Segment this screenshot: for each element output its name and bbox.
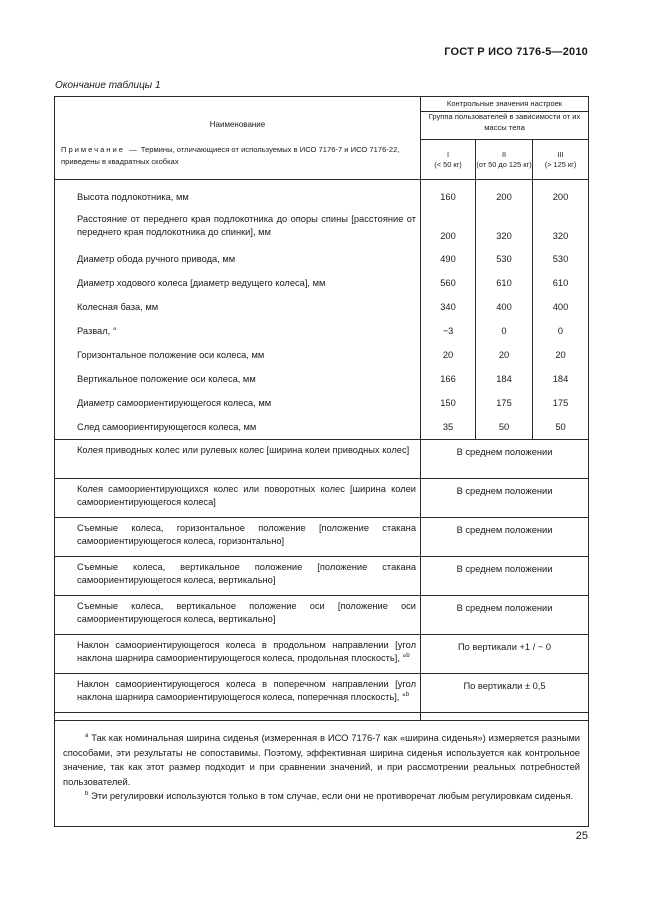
row-name: Диаметр ходового колеса [диаметр ведущего колеса], мм xyxy=(55,271,421,295)
span-value: В среднем положении xyxy=(421,440,589,479)
row-name xyxy=(55,635,421,674)
value-group-iii: 320 xyxy=(533,209,589,247)
value-group-i: 20 xyxy=(421,343,476,367)
row-name: Колея самоориентирующихся колес или поворотных колес [ширина колеи самоориентирующегося колеса] xyxy=(55,479,421,518)
group-iii-range: (> 125 кг) xyxy=(544,159,577,169)
footnote-a-mark: a xyxy=(85,732,89,739)
value-group-i: 160 xyxy=(421,185,476,209)
row-name: Горизонтальное положение оси колеса, мм xyxy=(55,343,421,367)
value-group-iii: 0 xyxy=(533,319,589,343)
footnote-b-mark: b xyxy=(85,791,89,798)
value-group-ii: 200 xyxy=(476,185,533,209)
note-label: Примечание — xyxy=(61,145,139,154)
row-name: След самоориентирующегося колеса, мм xyxy=(55,415,421,440)
value-group-ii: 175 xyxy=(476,391,533,415)
table-row xyxy=(55,319,589,343)
footnotes xyxy=(55,721,589,827)
value-group-ii: 0 xyxy=(476,319,533,343)
settings-table xyxy=(54,96,589,827)
table-row xyxy=(55,415,589,440)
table-row xyxy=(55,209,589,247)
table-row xyxy=(55,391,589,415)
footnote-marker-b: b xyxy=(406,653,410,660)
span-value: В среднем положении xyxy=(421,518,589,557)
row-name: Диаметр обода ручного привода, мм xyxy=(55,247,421,271)
value-group-i: 490 xyxy=(421,247,476,271)
value-group-iii: 530 xyxy=(533,247,589,271)
value-group-iii: 200 xyxy=(533,185,589,209)
footnote-b xyxy=(63,789,580,804)
span-value: По вертикали ± 0,5 xyxy=(421,674,589,713)
row-name xyxy=(55,674,421,713)
group-ii-range: (от 50 до 125 кг) xyxy=(476,159,532,169)
control-values-header: Контрольные значения настроек xyxy=(421,97,589,112)
row-name: Высота подлокотника, мм xyxy=(55,185,421,209)
value-group-ii: 20 xyxy=(476,343,533,367)
row-name: Колея приводных колес или рулевых колес [ширина колеи приводных колес] xyxy=(55,440,421,479)
group-i-header xyxy=(421,140,476,180)
value-group-iii: 175 xyxy=(533,391,589,415)
value-group-i: 200 xyxy=(421,209,476,247)
span-value: В среднем положении xyxy=(421,596,589,635)
group-ii-header xyxy=(476,140,533,180)
value-group-ii: 530 xyxy=(476,247,533,271)
table-row xyxy=(55,271,589,295)
row-name: Колесная база, мм xyxy=(55,295,421,319)
table-row xyxy=(55,674,589,713)
value-group-i: 560 xyxy=(421,271,476,295)
document-header: ГОСТ Р ИСО 7176-5—2010 xyxy=(444,46,588,58)
group-i-roman: I xyxy=(446,149,450,159)
table-row xyxy=(55,440,589,479)
value-group-iii: 184 xyxy=(533,367,589,391)
group-header: Группа пользователей в зависимости от их массы тела xyxy=(421,112,589,140)
value-group-ii: 610 xyxy=(476,271,533,295)
value-group-i: 35 xyxy=(421,415,476,440)
row-name: Вертикальное положение оси колеса, мм xyxy=(55,367,421,391)
value-group-ii: 50 xyxy=(476,415,533,440)
row-name: Развал, ° xyxy=(55,319,421,343)
span-value: В среднем положении xyxy=(421,557,589,596)
value-group-iii: 400 xyxy=(533,295,589,319)
value-group-ii: 320 xyxy=(476,209,533,247)
name-header-label: Наименование xyxy=(209,120,266,129)
group-iii-header xyxy=(533,140,589,180)
row-name: Съемные колеса, вертикальное положение [положение стакана самоориентирующегося колеса, вертикально] xyxy=(55,557,421,596)
table-row xyxy=(55,295,589,319)
row-name: Съемные колеса, горизонтальное положение [положение стакана самоориентирующегося колеса, горизонтально] xyxy=(55,518,421,557)
table-row xyxy=(55,557,589,596)
footnote-a xyxy=(63,731,580,789)
value-group-i: −3 xyxy=(421,319,476,343)
span-value: По вертикали +1 / − 0 xyxy=(421,635,589,674)
table-note xyxy=(61,144,414,168)
row-name: Съемные колеса, вертикальное положение оси [положение оси самоориентирующегося колеса, вертикально] xyxy=(55,596,421,635)
value-group-i: 150 xyxy=(421,391,476,415)
name-column-header xyxy=(55,97,421,180)
value-group-i: 166 xyxy=(421,367,476,391)
group-i-range: (< 50 кг) xyxy=(434,159,462,169)
row-name-text: Наклон самоориентирующегося колеса в продольном направлении [угол наклона шарнира самоориентирующегося колеса, продольная плоскость], ° xyxy=(77,640,416,664)
value-group-ii: 400 xyxy=(476,295,533,319)
table-row xyxy=(55,479,589,518)
group-iii-roman: III xyxy=(557,149,564,159)
table-row xyxy=(55,185,589,209)
row-name: Расстояние от переднего края подлокотника до опоры спины [расстояние от переднего края подлокотника до спинки], мм xyxy=(55,209,421,247)
note-text: Термины, отличающиеся от используемых в ИСО 7176-7 и ИСО 7176-22, приведены в квадратных скобках xyxy=(61,145,400,166)
group-ii-roman: II xyxy=(501,149,507,159)
row-name-text: Наклон самоориентирующегося колеса в поперечном направлении [угол наклона шарнира самоориентирующегося колеса, поперечная плоскость], ° xyxy=(77,679,416,703)
table-caption: Окончание таблицы 1 xyxy=(55,80,161,91)
table-row xyxy=(55,635,589,674)
row-name: Диаметр самоориентирующегося колеса, мм xyxy=(55,391,421,415)
page-number: 25 xyxy=(575,830,588,842)
value-group-ii: 184 xyxy=(476,367,533,391)
table-row xyxy=(55,247,589,271)
footnote-a-text: Так как номинальная ширина сиденья (измеренная в ИСО 7176-7 как «ширина сиденья») измеряется разными способами, эти результаты не сопоставимы. Поэтому, эффективная ширина сиденья используется как контрольное значение, так как этот размер подходит и при сравнении значений, и при рассмотрении реальных потребностей пользователей. xyxy=(63,732,581,787)
footnote-marker-b: b xyxy=(405,692,410,699)
footnote-b-text: Эти регулировки используются только в том случае, если они не противоречат любым регулировкам сиденья. xyxy=(90,790,574,802)
table-row xyxy=(55,343,589,367)
value-group-i: 340 xyxy=(421,295,476,319)
table-row xyxy=(55,518,589,557)
value-group-iii: 20 xyxy=(533,343,589,367)
footnotes-row xyxy=(55,721,589,827)
span-value: В среднем положении xyxy=(421,479,589,518)
value-group-iii: 610 xyxy=(533,271,589,295)
table-row xyxy=(55,596,589,635)
table-row xyxy=(55,367,589,391)
value-group-iii: 50 xyxy=(533,415,589,440)
